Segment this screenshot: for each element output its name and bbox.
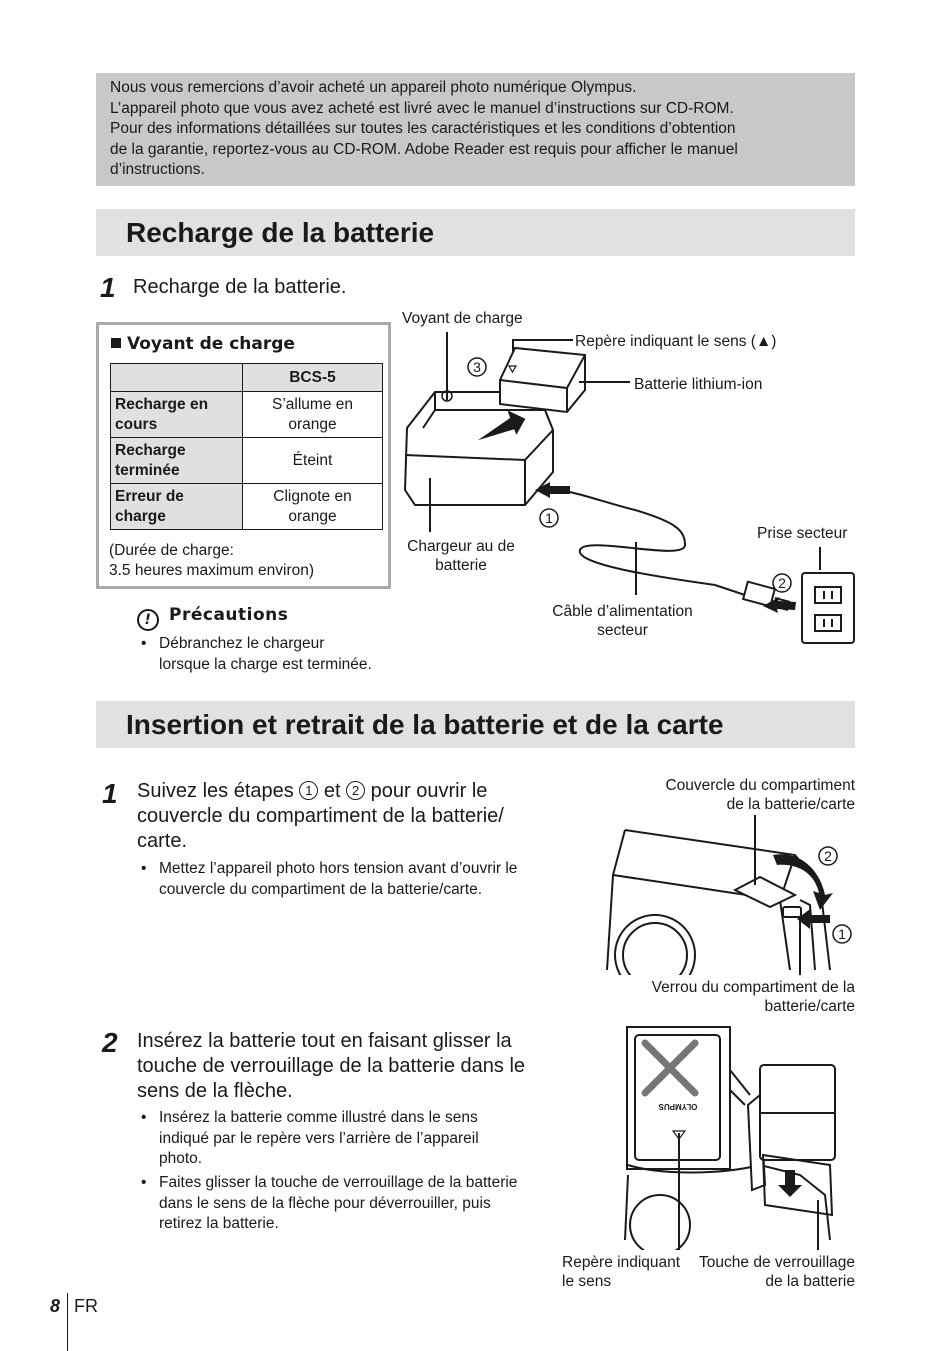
intro-line: L’appareil photo que vous avez acheté est livré avec le manuel d’instructions sur CD-ROM.	[110, 99, 734, 117]
instruction-bullet: • Insérez la batterie comme illustré dans le sens indiqué par le repère vers l’arrière de l’appareil photo.	[141, 1109, 479, 1167]
camera-cover-diagram	[605, 815, 855, 975]
label-repere: Repère indiquant le sens (▲)	[575, 333, 777, 350]
footer-divider	[67, 1293, 68, 1351]
language-code: FR	[74, 1296, 98, 1316]
label-voyant: Voyant de charge	[402, 310, 523, 327]
charge-indicator-box	[96, 322, 391, 589]
label-touche-verrouillage: Touche de verrouillage de la batterie	[699, 1254, 855, 1290]
intro-line: Nous vous remercions d’avoir acheté un appareil photo numérique Olympus.	[110, 79, 637, 96]
label-prise: Prise secteur	[757, 525, 848, 542]
charge-indicator-title: Voyant de charge	[111, 334, 295, 354]
caution-icon: !	[137, 609, 159, 631]
step-text: Recharge de la batterie.	[133, 276, 347, 298]
step-number: 1	[102, 778, 118, 809]
intro-line: de la garantie, reportez-vous au CD-ROM. Adobe Reader est requis pour afficher le manuel	[110, 140, 738, 158]
label-cable: Câble d’alimentation secteur	[552, 603, 693, 639]
label-verrou: Verrou du compartiment de la batterie/carte	[651, 979, 855, 1015]
battery-insertion-diagram	[600, 1025, 850, 1250]
precautions-title: ! Précautions	[137, 605, 288, 631]
table-header: BCS-5	[243, 364, 383, 392]
section-heading-recharge: Recharge de la batterie	[96, 209, 855, 256]
circled-number-1: 1	[545, 510, 553, 526]
table-row: Erreur de charge Clignote en orange	[111, 484, 383, 530]
battery-brand: OLYMPUS	[658, 1102, 698, 1111]
circled-number-1: 1	[838, 926, 846, 942]
table-row: Recharge en cours S’allume en orange	[111, 392, 383, 438]
intro-line: Pour des informations détaillées sur toutes les caractéristiques et les conditions d’obtention	[110, 120, 736, 137]
step-text: Suivez les étapes 1 et 2 pour ouvrir le couvercle du compartiment de la batterie/ carte.	[137, 780, 504, 852]
step-text: Insérez la batterie tout en faisant glisser la touche de verrouillage de la batterie dans le sens de la flèche.	[137, 1030, 526, 1102]
circled-number-2: 2	[778, 575, 786, 591]
intro-box	[96, 73, 855, 186]
circled-number-3: 3	[473, 359, 481, 375]
square-bullet-icon	[111, 338, 121, 348]
table-row: Recharge terminée Éteint	[111, 438, 383, 484]
step-number: 1	[100, 272, 116, 303]
circled-number-2: 2	[824, 848, 832, 864]
label-chargeur: Chargeur au de batterie	[407, 538, 515, 574]
charge-table	[110, 363, 383, 530]
label-couvercle: Couvercle du compartiment de la batterie/carte	[665, 777, 855, 813]
section-heading-insertion: Insertion et retrait de la batterie et de la carte	[96, 701, 855, 748]
instruction-bullet: • Faites glisser la touche de verrouillage de la batterie dans le sens de la flèche pour déverrouiller, puis retirez la batterie.	[141, 1174, 518, 1232]
label-repere-sens: Repère indiquant le sens	[562, 1254, 681, 1290]
step-number: 2	[102, 1027, 118, 1058]
label-batterie: Batterie lithium-ion	[634, 376, 763, 393]
instruction-bullet: • Mettez l’appareil photo hors tension avant d’ouvrir le couvercle du compartiment de la batterie/carte.	[141, 860, 518, 898]
charge-duration-note: (Durée de charge: 3.5 heures maximum environ)	[109, 542, 315, 579]
page-number: 8	[50, 1296, 61, 1316]
intro-line: d’instructions.	[110, 161, 205, 178]
table-corner	[111, 364, 243, 392]
precaution-bullet: • Débranchez le chargeur lorsque la charge est terminée.	[141, 635, 372, 673]
